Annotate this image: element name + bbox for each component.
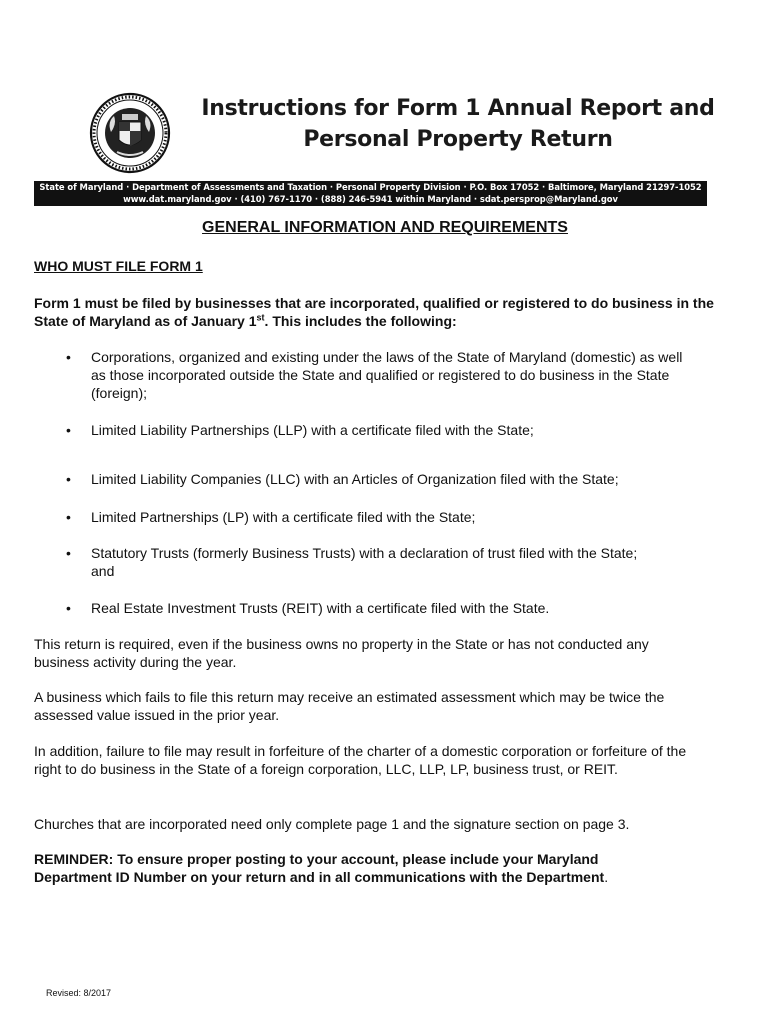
bullet-icon: • [66,422,71,438]
paragraph-forfeiture: In addition, failure to file may result in forfeiture of the charter of a domestic corporation or forfeiture of the right to do business in the State of a foreign corporation, LLC, LLP, LP, business trust, or REIT. [34,743,687,777]
bullet-icon: • [66,509,71,525]
bullet-item-llc: Limited Liability Companies (LLC) with an Articles of Organization filed with the State; [91,471,619,487]
paragraph-churches: Churches that are incorporated need only complete page 1 and the signature section on page 3. [34,816,630,832]
who-must-file-heading: WHO MUST FILE FORM 1 [34,258,203,274]
intro-superscript: st [256,312,265,323]
title-line-2: Personal Property Return [303,127,613,152]
paragraph-return-required: This return is required, even if the business owns no property in the State or has not conducted any business activity during the year. [34,636,649,670]
intro-paragraph [34,294,724,330]
bullet-icon: • [66,471,71,487]
reminder-text: REMINDER: To ensure proper posting to your account, please include your Maryland Department ID Number on your return and in all communications with the Department [34,851,605,885]
maryland-state-seal-icon [89,92,171,174]
bullet-item-llp: Limited Liability Partnerships (LLP) with a certificate filed with the State; [91,422,534,438]
banner-contact: www.dat.maryland.gov · (410) 767-1170 · (888) 246-5941 within Maryland · sdat.persprop@Maryland.gov [123,194,618,204]
bullet-item-statutory-trusts: Statutory Trusts (formerly Business Trusts) with a declaration of trust filed with the State; and [91,545,638,579]
bullet-icon: • [66,349,71,365]
section-title: GENERAL INFORMATION AND REQUIREMENTS [202,219,568,236]
bullet-item-lp: Limited Partnerships (LP) with a certificate filed with the State; [91,509,476,525]
revision-date: Revised: 8/2017 [46,988,112,998]
reminder-paragraph [34,850,674,886]
reminder-period: . [604,869,609,885]
document-title [198,93,718,155]
intro-text-end: . This includes the following: [264,313,457,329]
title-line-1: Instructions for Form 1 Annual Report and [201,96,715,121]
banner-address: State of Maryland · Department of Assessments and Taxation · Personal Property Division · P.O. Box 17052 · Baltimore, Maryland 21297-1052 [39,182,702,192]
intro-text: Form 1 must be filed by businesses that are incorporated, qualified or registered to do business in the State of Maryland as of January 1 [34,295,714,329]
bullet-icon: • [66,545,71,561]
bullet-item-reit: Real Estate Investment Trusts (REIT) with a certificate filed with the State. [91,600,550,616]
bullet-icon: • [66,600,71,616]
bullet-item-corporations: Corporations, organized and existing under the laws of the State of Maryland (domestic) as well as those incorporated outside the State and qualified or registered to do business in the State (foreign); [91,349,683,401]
agency-contact-banner [34,181,707,206]
paragraph-estimated-assessment: A business which fails to file this return may receive an estimated assessment which may be twice the assessed value issued in the prior year. [34,689,665,723]
